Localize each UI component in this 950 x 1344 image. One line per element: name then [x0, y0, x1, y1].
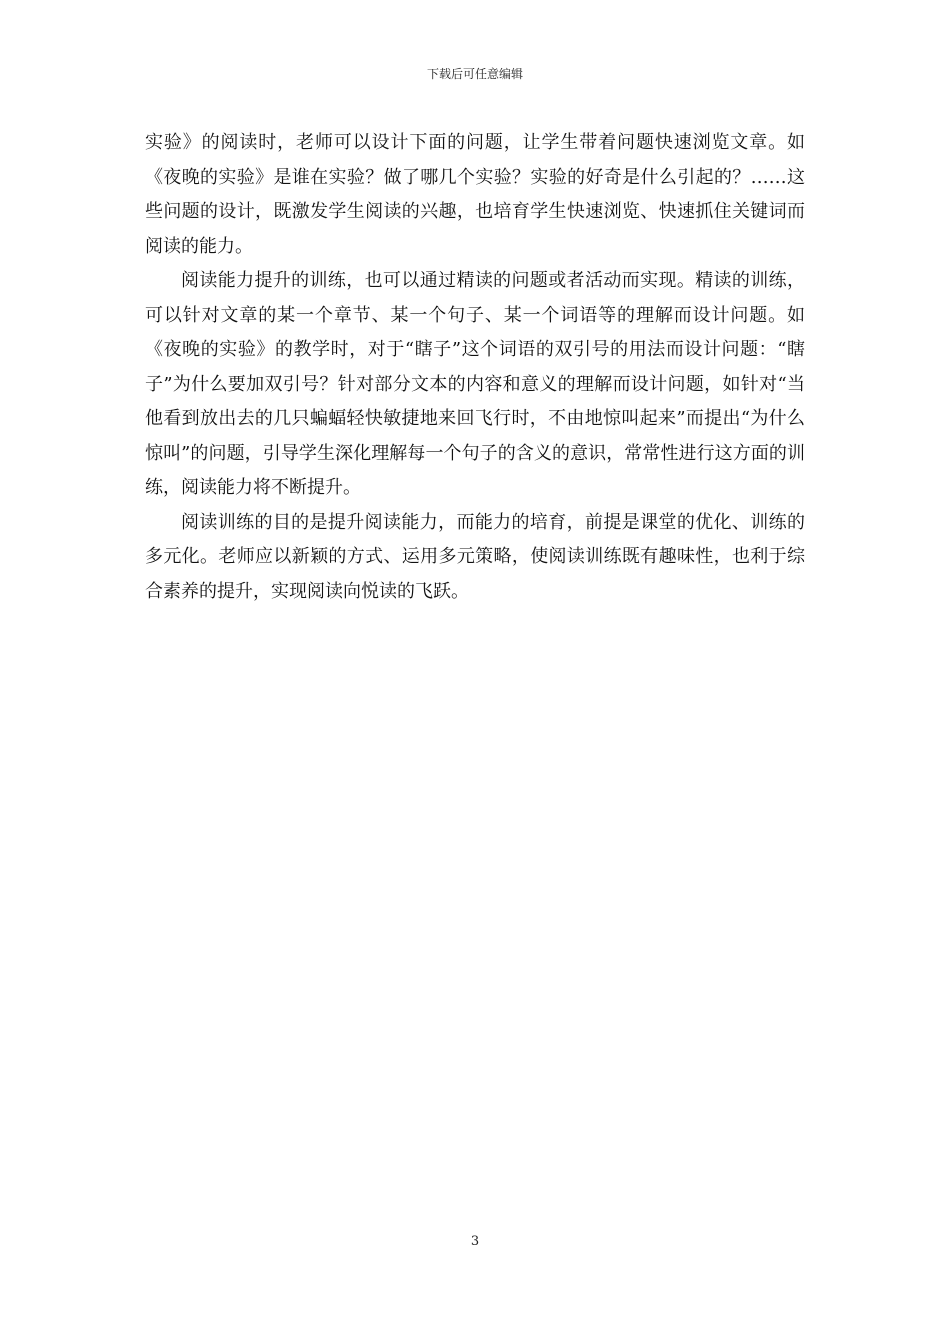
paragraph-conclusion: 阅读训练的目的是提升阅读能力，而能力的培育，前提是课堂的优化、训练的多元化。老师应以新颖的方式、运用多元策略，使阅读训练既有趣味性，也利于综合素养的提升，实现阅读向悦读的飞跃。 [145, 511, 805, 602]
page-number: 3 [470, 1234, 480, 1249]
paragraph-intensive-reading: 阅读能力提升的训练，也可以通过精读的问题或者活动而实现。精读的训练，可以针对文章的某一个章节、某一个句子、某一个词语等的理解而设计问题。如《夜晚的实验》的教学时，对于“瞎子”这个词语的双引号的用法而设计问题：“瞎子”为什么要加双引号？针对部分文本的内容和意义的理解而设计问题，如针对“当他看到放出去的几只蝙蝠轻快敏捷地来回飞行时，不由地惊叫起来”而提出“为什么惊叫”的问题，引导学生深化理解每一个句子的含义的意识，常常性进行这方面的训练，阅读能力将不断提升。 [145, 270, 805, 498]
page-header: 下载后可任意编辑 [426, 67, 523, 81]
document-body [145, 126, 805, 609]
paragraph-continuation: 实验》的阅读时，老师可以设计下面的问题，让学生带着问题快速浏览文章。如《夜晚的实验》是谁在实验？做了哪几个实验？实验的好奇是什么引起的？……这些问题的设计，既激发学生阅读的兴趣，也培育学生快速浏览、快速抓住关键词而阅读的能力。 [145, 132, 805, 257]
